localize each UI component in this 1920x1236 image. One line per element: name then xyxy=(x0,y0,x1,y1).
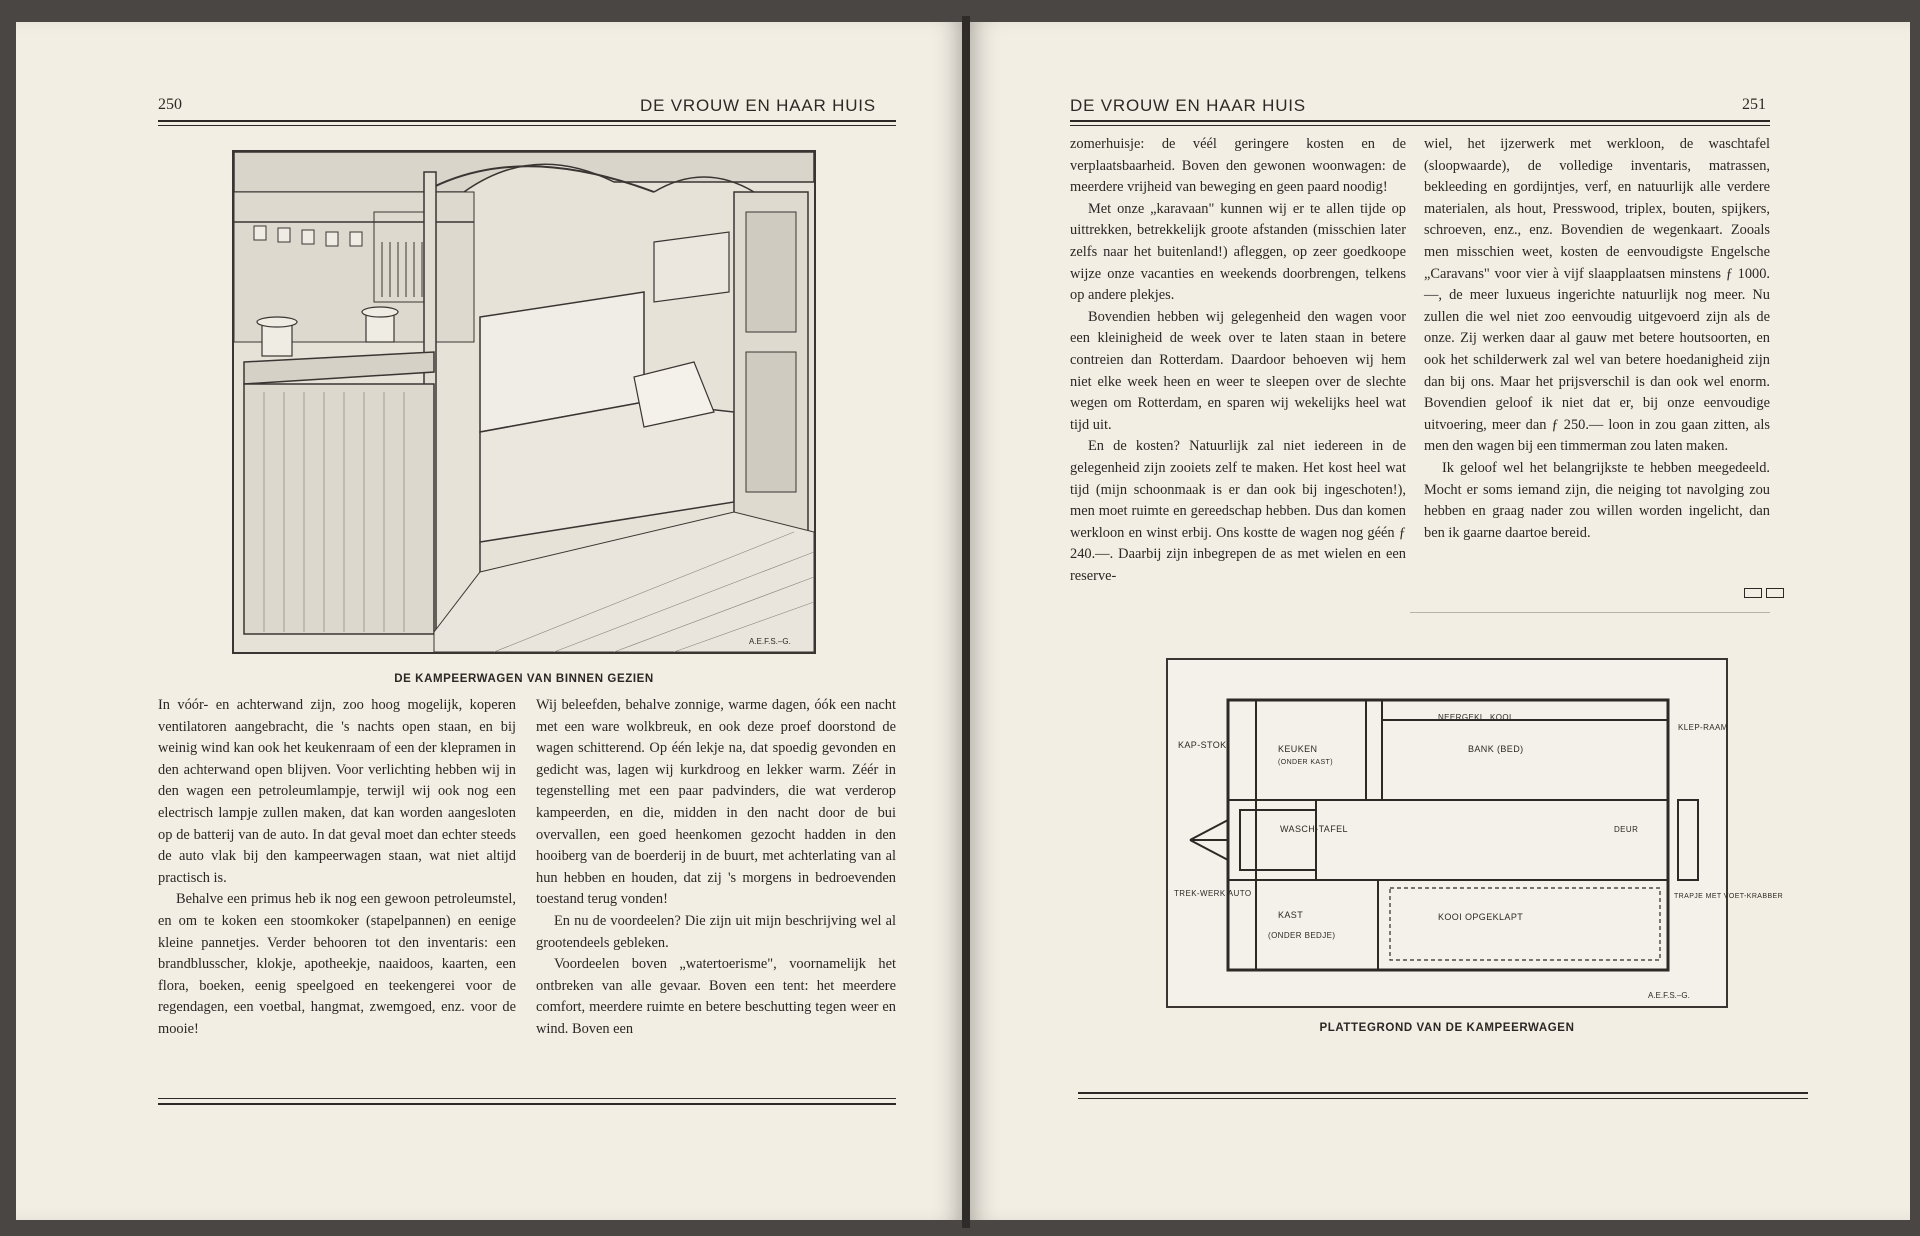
paragraph: wiel, het ijzerwerk met werkloon, de waschtafel (sloopwaarde), de volledige inventaris, matrassen, bekleeding en gordijntjes, verf, en natuurlijk alle verdere materialen, als hout, Presswood, triplex, bouten, spijkers, schroeven, enz., enz. Bovendien de wegenkaart. Zooals men misschien weet, kosten de eenvoudigste Engelsche „Caravans" voor vier à vijf slaapplaatsen minstens ƒ 1000.—, de meer luxueus ingerichte natuurlijk nog meer. Nu zullen die wel niet zoo eenvoudig uitgevoerd zijn als de onze. Zij werken daar al gauw met betere houtsoorten, en ook het schilderwerk zal wel van betere hoedanigheid zijn dan bij ons. Maar het prijsverschil is dan ook wel enorm. Bovendien geloof ik niet dat er, bij onze eenvoudige uitvoering, meer dan ƒ 250.— loon in zou gaan zitten, als men den wagen bij een timmerman zou laten maken. xyxy=(1424,136,1770,455)
interior-drawing xyxy=(234,152,814,652)
label-trapje: TRAPJE MET VOET-KRABBER xyxy=(1674,893,1784,900)
end-mark-2 xyxy=(1766,588,1784,598)
paragraph: En nu de voordeelen? Die zijn uit mijn beschrijving wel al grootendeels gebleken. xyxy=(536,912,896,951)
paragraph: Voordeelen boven „watertoerisme", voornamelijk het ontbreken van alle gevaar. Boven een tent: het meerdere comfort, meerdere ruimte en betere beschutting tegen weer en wind. Boven een xyxy=(536,956,896,1037)
paragraph: Wij beleefden, behalve zonnige, warme dagen, óók een nacht met een ware wolkbreuk, en ook deze proef doorstond de wagen schitterend. Op één lekje na, dat spoedig gevonden en gedicht was, lagen wij kurkdroog en lekker warm. Zéér in tegenstelling met een paar padvinders, die wat verderop kampeerden, en die, midden in den nacht door de bui overvallen, een goed heenkomen gezocht hadden in den hooiberg van de boerderij in de buurt, met achterlating van al hun hebben en houden, dat zij 's morgens in bedroevenden toestand terug vonden! xyxy=(536,697,896,908)
running-head-left: DE VROUW EN HAAR HUIS xyxy=(640,96,876,115)
right-col-1 xyxy=(1070,134,1406,587)
right-page xyxy=(970,22,1910,1220)
plan-caption: PLATTEGROND VAN DE KAMPEERWAGEN xyxy=(1319,1022,1575,1034)
header-rule-right-thin xyxy=(1070,125,1770,126)
label-deur: DEUR xyxy=(1614,825,1639,834)
header-rule-left xyxy=(158,120,896,122)
page-number-right: 251 xyxy=(1742,96,1766,113)
paragraph: zomerhuisje: de véél geringere kosten en de verplaatsbaarheid. Boven den gewonen woonwagen: de meerdere vrijheid van beweging en geen paard noodig! xyxy=(1070,136,1406,196)
book-spread xyxy=(8,8,1912,1230)
label-kooi: KOOI OPGEKLAPT xyxy=(1438,912,1524,922)
left-col-1 xyxy=(158,695,516,1041)
label-klepraam: KLEP-RAAM xyxy=(1678,723,1728,732)
left-col-2 xyxy=(536,695,896,1041)
footer-rule-left xyxy=(158,1103,896,1105)
label-kast: KAST xyxy=(1278,910,1304,920)
paragraph: Behalve een primus heb ik nog een gewoon petroleumstel, en om te koken een stoomkoker (stapelpannen) en eenige kleine pannetjes. Verder behooren tot den inventaris: een brandblusscher, klokje, apotheekje, naaidoos, kaarten, een flora, boeken, eenig speelgoed en teekengerei voor de regendagen, een voetbal, hangmat, zwemgoed, enz. voor de mooie! xyxy=(158,891,516,1037)
floor-plan-drawing xyxy=(1168,660,1784,1006)
floor-plan xyxy=(1166,658,1784,1008)
label-keuken-sub: (ONDER KAST) xyxy=(1278,759,1333,766)
paragraph: Bovendien hebben wij gelegenheid den wagen voor een kleinigheid de week over te laten staan in betere contreien dan Rotterdam. Daardoor behoeven wij hem niet elke week heen en weer te sleepen over de slechte wegen om Rotterdam, en sparen wij wekelijks heel wat tijd uit. xyxy=(1070,308,1406,433)
running-head-right: DE VROUW EN HAAR HUIS xyxy=(1070,96,1306,115)
figure-signature: A.E.F.S.–G. xyxy=(749,637,791,646)
label-trekwerk: TREK-WERK AUTO xyxy=(1174,889,1252,898)
footer-rule-right xyxy=(1078,1092,1808,1094)
end-mark-1 xyxy=(1744,588,1762,598)
label-neergekl-kooi: NEERGEKL. KOOI xyxy=(1438,713,1512,722)
footer-rule-left-thin xyxy=(158,1098,896,1099)
header-rule-right xyxy=(1070,120,1770,122)
paragraph: Met onze „karavaan" kunnen wij er te allen tijde op uittrekken, betrekkelijk groote afstanden (misschien later zelfs naar het buitenland!) afleggen, op zeer goedkoope wijze onze vacanties en weekends doorbrengen, telkens op andere plekjes. xyxy=(1070,200,1406,304)
interior-illustration xyxy=(232,150,816,654)
text-end-rule xyxy=(1410,612,1770,613)
label-waschtafel: WASCH-TAFEL xyxy=(1280,824,1348,834)
right-col-2 xyxy=(1424,134,1770,544)
label-kapstok: KAP-STOK xyxy=(1178,740,1227,750)
gutter xyxy=(962,16,970,1228)
paragraph: In vóór- en achterwand zijn, zoo hoog mogelijk, koperen ventilatoren aangebracht, die 's nachts open staan, en bij weinig wind kan ook het keukenraam of een der klepramen in den achterwand open blijven. Voor verlichting hebben wij in den wagen een petroleumlampje, terwijl wij ook nog een electrisch lampje zullen maken, dat kan worden aangesloten op de batterij van de auto. In dat geval moet dan echter steeds de auto vlak bij den kampeerwagen staan, wat niet altijd practisch is. xyxy=(158,697,516,886)
label-keuken: KEUKEN xyxy=(1278,744,1318,754)
paragraph: Ik geloof wel het belangrijkste te hebben meegedeeld. Mocht er soms iemand zijn, die neiging tot navolging zou hebben en graag nader zou willen worden ingelicht, dan ben ik gaarne daartoe bereid. xyxy=(1424,459,1770,541)
left-page xyxy=(16,22,962,1220)
page-number-left: 250 xyxy=(158,96,182,113)
header-rule-left-thin xyxy=(158,125,896,126)
label-kast-sub: (ONDER BEDJE) xyxy=(1268,931,1336,940)
paragraph: En de kosten? Natuurlijk zal niet iedereen in de gelegenheid zijn zooiets zelf te maken. Het kost heel wat tijd (mijn schoonmaak is er dan ook bij ingeschoten!), men moet ruimte en gereedschap hebben. Dus dan komen werkloon en winst erbij. Ons kostte de wagen nog géén ƒ 240.—. Daarbij zijn inbegrepen de as met wielen en een reserve- xyxy=(1070,438,1406,584)
plan-signature: A.E.F.S.–G. xyxy=(1648,991,1690,1000)
label-bank: BANK (BED) xyxy=(1468,744,1524,754)
figure-caption: DE KAMPEERWAGEN VAN BINNEN GEZIEN xyxy=(394,673,654,685)
footer-rule-right-thin xyxy=(1078,1098,1808,1099)
